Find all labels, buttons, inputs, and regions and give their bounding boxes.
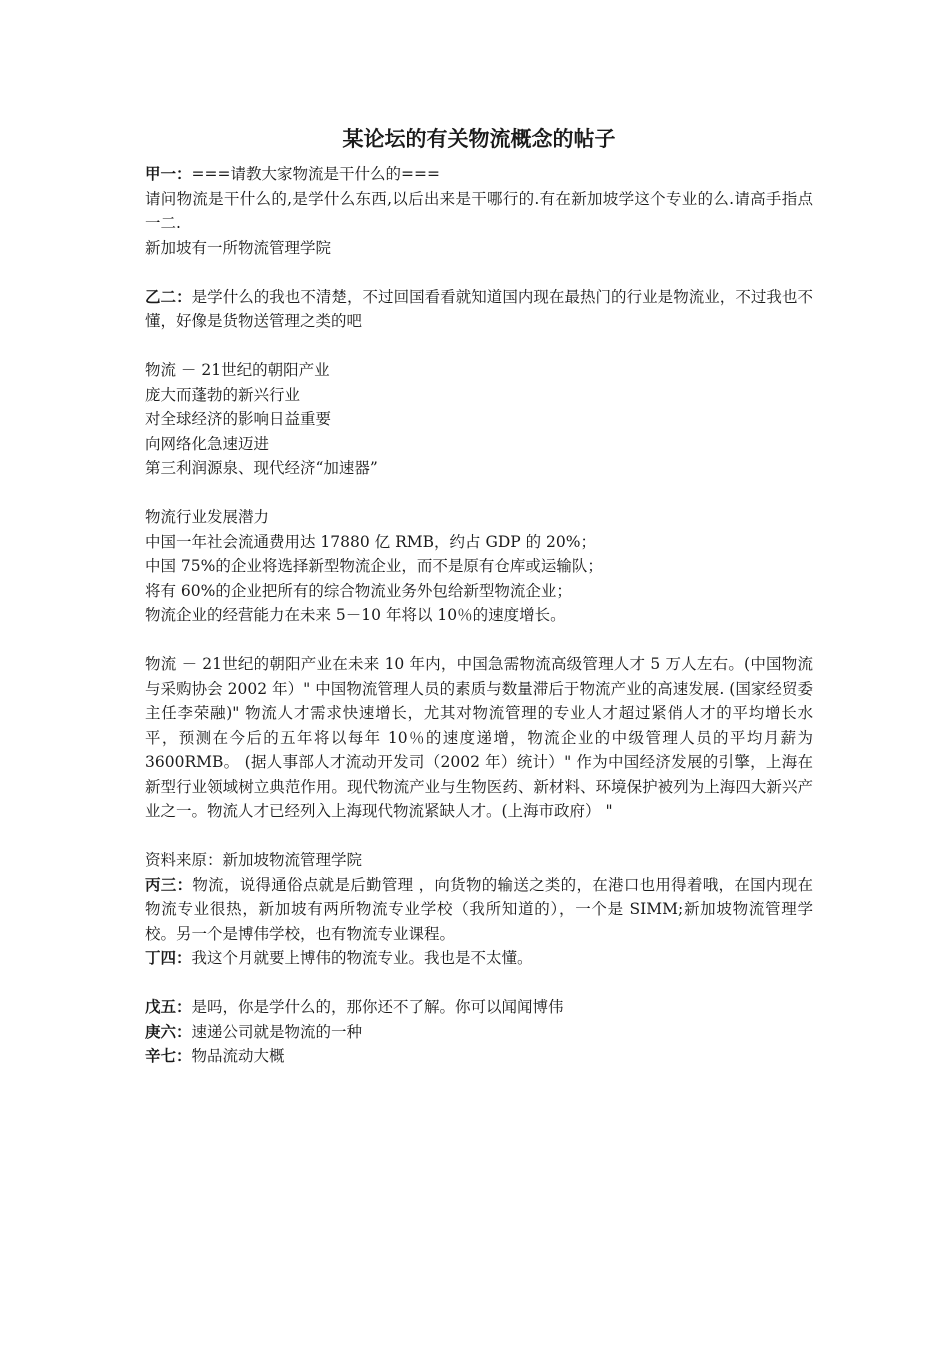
- blank-line: [145, 971, 813, 996]
- post-4-separator: ：: [176, 949, 192, 967]
- post-6-separator: ：: [176, 1022, 192, 1041]
- post-6-text: 速递公司就是物流的一种: [191, 1022, 363, 1041]
- post-1-heading: ===请教大家物流是干什么的===: [191, 165, 440, 183]
- post-1-speaker: 甲一: [145, 165, 177, 183]
- post-3-text: 物流，说得通俗点就是后勤管理 ，向货物的输送之类的，在港口也用得着哦，在国内现在物流专业很热，新加坡有两所物流专业学校（我所知道的），一个是 SIMM;新加坡物流管理学校。另一个是博伟学校，也有物流专业课程。: [145, 875, 813, 943]
- post-3: [145, 873, 813, 947]
- section-1-line: 对全球经济的影响日益重要: [145, 410, 332, 428]
- post-4: [145, 946, 813, 971]
- post-3-speaker: 丙三: [145, 875, 177, 894]
- post-5-text: 是吗，你是学什么的，那你还不了解。你可以闻闻博伟: [191, 998, 564, 1016]
- section-2-line: 中国一年社会流通费用达 17880 亿 RMB，约占 GDP 的 20%；: [145, 532, 596, 551]
- post-7-speaker: 辛七: [145, 1047, 177, 1065]
- post-5-separator: ：: [176, 998, 192, 1016]
- post-7: [145, 1044, 813, 1069]
- section-1-line: 第三利润源泉、现代经济“加速器”: [145, 459, 378, 477]
- section-3-paragraph: 物流 － 21世纪的朝阳产业在未来 10 年内，中国急需物流高级管理人才 5 万人左右。(中国物流与采购协会 2002 年）" 中国物流管理人员的素质与数量滞后于物流产业的高速发展. (国家经贸委主任李荣融)" 物流人才需求快速增长，尤其对物流管理的专业人才超过紧俏人才的平均增长水平，预测在今后的五年将以每年 10％的速度递增，物流企业的中级管理人员的平均月薪为 3600RMB。 (据人事部人才流动开发司（2002 年）统计）" 作为中国经济发展的引擎，上海在新型行业领域树立典范作用。现代物流产业与生物医药、新材料、环境保护被列为上海四大新兴产业之一。物流人才已经列入上海现代物流紧缺人才。(上海市政府） ": [145, 655, 813, 820]
- blank-line: [145, 260, 813, 285]
- post-2-speaker: 乙二: [145, 287, 177, 306]
- post-3-separator: ：: [176, 875, 193, 894]
- source-line: 资料来原：新加坡物流管理学院: [145, 851, 363, 869]
- post-5: [145, 995, 813, 1020]
- post-1-note: 新加坡有一所物流管理学院: [145, 238, 332, 257]
- section-1-line: 庞大而蓬勃的新兴行业: [145, 385, 301, 404]
- section-1-line: 向网络化急速迈进: [145, 434, 270, 453]
- blank-line: [145, 481, 813, 506]
- section-2-line: 中国 75%的企业将选择新型物流企业，而不是原有仓库或运输队；: [145, 557, 603, 575]
- post-2: [145, 285, 813, 334]
- post-5-speaker: 戊五: [145, 998, 177, 1016]
- blank-line: [145, 334, 813, 359]
- section-2-line: 物流行业发展潜力: [145, 508, 270, 526]
- section-2-line: 将有 60%的企业把所有的综合物流业务外包给新型物流企业；: [145, 581, 572, 600]
- post-1-heading-line: [145, 162, 813, 187]
- document-title: 某论坛的有关物流概念的帖子: [342, 127, 616, 151]
- post-7-text: 物品流动大概: [191, 1047, 285, 1065]
- post-4-text: 我这个月就要上博伟的物流专业。我也是不太懂。: [191, 949, 533, 967]
- post-4-speaker: 丁四: [145, 949, 177, 967]
- post-6: [145, 1020, 813, 1045]
- post-1-question: 请问物流是干什么的,是学什么东西,以后出来是干哪行的.有在新加坡学这个专业的么.请高手指点一二.: [145, 189, 813, 232]
- section-1-line: 物流 － 21世纪的朝阳产业: [145, 361, 330, 379]
- post-2-text: 是学什么的我也不清楚，不过回国看看就知道国内现在最热门的行业是物流业，不过我也不懂，好像是货物送管理之类的吧: [145, 287, 813, 330]
- post-6-speaker: 庚六: [145, 1022, 177, 1041]
- blank-line: [145, 628, 813, 653]
- post-7-separator: ：: [176, 1047, 192, 1065]
- document-page: [145, 124, 813, 1069]
- post-2-separator: ：: [176, 287, 192, 306]
- section-2-line: 物流企业的经营能力在未来 5－10 年将以 10％的速度增长。: [145, 606, 566, 624]
- post-1-separator: ：: [176, 165, 192, 183]
- blank-line: [145, 824, 813, 849]
